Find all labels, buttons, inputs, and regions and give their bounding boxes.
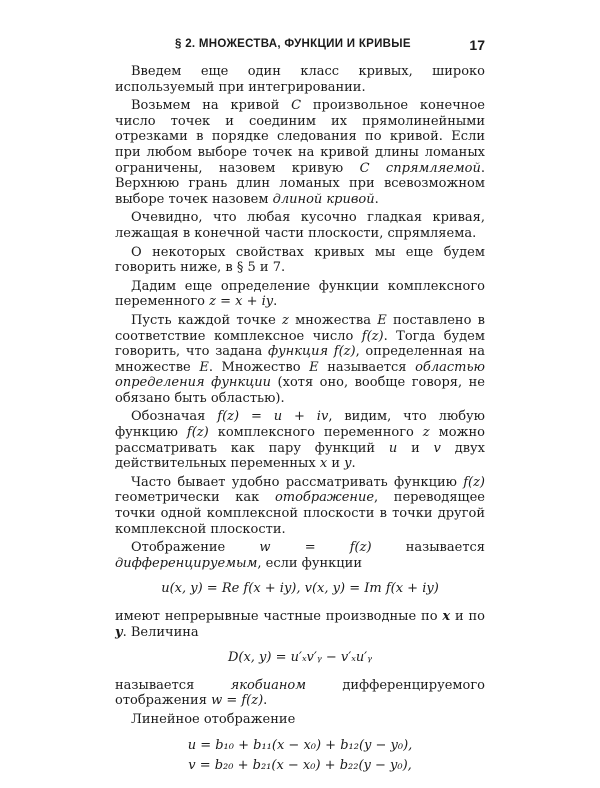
paragraph bbox=[115, 64, 485, 95]
text: . Множество bbox=[208, 359, 310, 375]
math: z bbox=[422, 425, 430, 441]
text: множества bbox=[288, 312, 378, 328]
text: называется bbox=[371, 540, 485, 556]
text: , если функции bbox=[257, 555, 362, 571]
math: C bbox=[291, 98, 302, 114]
math: f(z) bbox=[361, 328, 384, 344]
math: E bbox=[309, 359, 319, 375]
text: , видим, что любую функцию bbox=[115, 409, 486, 441]
paragraph bbox=[115, 678, 485, 709]
text: геометрически как bbox=[115, 490, 275, 506]
paragraph bbox=[115, 475, 485, 537]
text: , переводящее точки одной комплексной плоскости в точки другой комплексной плоскости. bbox=[115, 490, 485, 537]
math: y bbox=[115, 624, 123, 640]
text: произвольное конечное число точек и соединим их прямолинейными отрезками в порядке следования по кривой. Если при любом выборе точек на кривой длины ломаных ограничены, назовем кривую bbox=[115, 98, 485, 176]
term: длиной кривой bbox=[272, 191, 375, 207]
text: Линейное отображение bbox=[131, 711, 296, 727]
text: Отображение bbox=[131, 540, 260, 556]
paragraph bbox=[115, 210, 485, 241]
term: якобианом bbox=[230, 677, 307, 693]
term: спрямляемой bbox=[369, 160, 481, 176]
math: z = x + iy bbox=[209, 294, 274, 310]
math: f(z) bbox=[463, 474, 485, 490]
math: C bbox=[359, 160, 370, 176]
text: О некоторых свойствах кривых мы еще будем говорить ниже, в § 5 и 7. bbox=[115, 244, 485, 276]
text: называется bbox=[318, 359, 416, 375]
paragraph bbox=[115, 409, 485, 471]
text: . bbox=[263, 693, 268, 709]
text: можно рассматривать как пару функций bbox=[115, 425, 485, 456]
text: и bbox=[397, 440, 434, 456]
text: Обозначая bbox=[131, 409, 218, 425]
text: дифференцируемого отображения bbox=[115, 677, 485, 709]
math: f(z) = u + iv bbox=[217, 409, 329, 425]
math: E bbox=[199, 359, 209, 375]
term: отображение bbox=[274, 490, 375, 506]
text: Введем еще один класс кривых, широко используемый при интегрировании. bbox=[115, 64, 485, 95]
math: w = f(z) bbox=[211, 693, 264, 709]
math: E bbox=[377, 312, 387, 328]
term: функция f(z) bbox=[267, 344, 356, 360]
text: . Тогда будем говорить, что задана bbox=[115, 328, 485, 360]
paragraph bbox=[115, 279, 485, 310]
text: поставлено в соответствие комплексное число bbox=[115, 312, 485, 344]
formula-jacobian: D(x, y) = u′ₓv′ᵧ − v′ₓu′ᵧ bbox=[227, 650, 373, 666]
formula-linear bbox=[115, 736, 485, 776]
math: u bbox=[388, 440, 398, 456]
text: . bbox=[273, 294, 278, 310]
page-number: 17 bbox=[469, 37, 485, 53]
text: Очевидно, что любая кусочно гладкая кривая, лежащая в конечной части плоскости, спрямляема. bbox=[115, 210, 485, 241]
math: v bbox=[433, 440, 441, 456]
paragraph bbox=[115, 313, 485, 407]
paragraph bbox=[115, 245, 485, 276]
paragraph bbox=[115, 540, 485, 571]
text: Пусть каждой точке bbox=[131, 312, 283, 328]
text: комплексного переменного bbox=[208, 425, 423, 441]
text: , определенная на множестве bbox=[115, 344, 485, 375]
text: (хотя оно, вообще говоря, не обязано быть областью). bbox=[115, 375, 486, 406]
page-header bbox=[115, 38, 485, 56]
math: x bbox=[319, 456, 328, 472]
text: называется bbox=[115, 677, 231, 693]
math: y bbox=[344, 456, 352, 472]
running-head: § 2. МНОЖЕСТВА, ФУНКЦИИ И КРИВЫЕ bbox=[175, 38, 411, 50]
text: Часто бывает удобно рассматривать функцию bbox=[131, 474, 464, 490]
paragraph bbox=[115, 712, 485, 728]
math: z bbox=[282, 312, 289, 328]
paragraph bbox=[115, 609, 485, 640]
text: . bbox=[374, 191, 379, 207]
formula-uv: u(x, y) = Re f(x + iy), v(x, y) = Im f(x + iy) bbox=[161, 581, 439, 597]
text: . Величина bbox=[122, 624, 199, 640]
text: . bbox=[351, 456, 356, 472]
text: и по bbox=[450, 609, 486, 624]
text: Возьмем на кривой bbox=[131, 98, 292, 114]
text: и bbox=[327, 456, 345, 472]
paragraph bbox=[115, 98, 485, 207]
page-body bbox=[115, 64, 485, 788]
text: двух действительных переменных bbox=[115, 440, 486, 472]
math: x bbox=[442, 609, 451, 624]
text: . Верхнюю грань длин ломаных при всевозможном выборе точек назовем bbox=[115, 160, 485, 207]
term: дифференцируемым bbox=[115, 555, 258, 571]
text: Дадим еще определение функции комплексного переменного bbox=[115, 278, 485, 310]
formula-linear-u: u = b₁₀ + b₁₁(x − x₀) + b₁₂(y − y₀), bbox=[187, 737, 413, 753]
term: областью определения функции bbox=[115, 359, 485, 391]
math: w = f(z) bbox=[259, 540, 372, 556]
text: имеют непрерывные частные производные по bbox=[115, 609, 443, 624]
formula-linear-v: v = b₂₀ + b₂₁(x − x₀) + b₂₂(y − y₀), bbox=[188, 757, 412, 773]
math: f(z) bbox=[186, 425, 209, 441]
